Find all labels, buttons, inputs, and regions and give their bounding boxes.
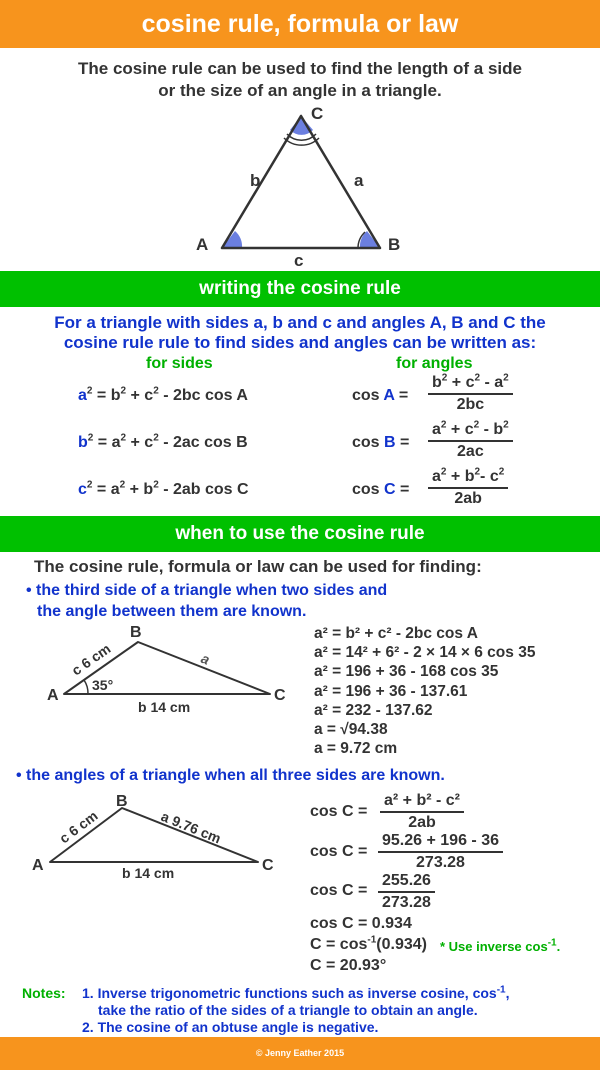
- formula-angle-a-prefix: cos A =: [352, 387, 409, 404]
- ex2-step-3-fraction: $\frac{255.26}{273.28}$: [378, 872, 435, 912]
- intro-text: [0, 58, 600, 102]
- writing-desc-line-2: cosine rule rule to find sides and angles can be written as:: [63, 333, 537, 352]
- fraction-angle-a: $\frac{b^2 + c^2 - a^2}{2bc}$: [428, 374, 513, 414]
- section-bar-writing: [0, 271, 600, 307]
- ex2-step-3-prefix: cos C =: [310, 882, 368, 899]
- ex1-side-c: c 6 cm: [68, 640, 114, 679]
- formula-side-c: $c^2 = a^2 + b^2 - 2ab$ cos C: [78, 479, 249, 498]
- copyright-text: © Jenny Eather 2015: [255, 1048, 345, 1058]
- header-bar: [0, 0, 600, 48]
- ex2-side-c: c 6 cm: [56, 807, 101, 847]
- ex2-step-5-note: * Use inverse $\cos^{-1}$.: [440, 937, 561, 954]
- section-title-writing: writing the cosine rule: [199, 278, 401, 299]
- ex1-vertex-a: A: [47, 687, 59, 704]
- ex1-step: a² = 196 + 36 - 137.61: [314, 682, 468, 700]
- intro-line-1: The cosine rule can be used to find the length of a side: [78, 59, 522, 78]
- ex2-step-6: C = 20.93°: [310, 957, 387, 974]
- side-label-b: b: [250, 171, 261, 190]
- section-bar-when: [0, 516, 600, 552]
- ex1-step: a² = b² + c² - 2bc cos A: [314, 625, 478, 642]
- vertex-label-a: A: [196, 235, 209, 254]
- section-title-when: when to use the cosine rule: [175, 523, 425, 544]
- writing-desc-line-1: For a triangle with sides a, b and c and angles A, B and C the: [54, 313, 546, 332]
- triangle-diagram: [180, 100, 440, 270]
- ex2-side-b: b 14 cm: [122, 865, 175, 881]
- formula-angle-c-prefix: cos C =: [352, 481, 410, 498]
- ex1-step: a² = 196 + 36 - 168 cos 35: [314, 663, 499, 681]
- ex2-step-1-prefix: cos C =: [310, 803, 368, 820]
- side-label-c: c: [294, 251, 304, 270]
- ex2-vertex-c: C: [262, 857, 274, 874]
- ex2-vertex-a: A: [32, 857, 44, 874]
- ex2-vertex-b: B: [116, 793, 128, 810]
- ex2-step-2-fraction: $\frac{95.26 + 196 - 36}{273.28}$: [378, 832, 503, 872]
- note-1-line-2: take the ratio of the sides of a triangle to obtain an angle.: [98, 1002, 478, 1018]
- fraction-angle-b: $\frac{a^2 + c^2 - b^2}{2ac}$: [428, 421, 513, 461]
- ex1-step: a = 9.72 cm: [314, 740, 398, 758]
- writing-description: [0, 313, 600, 353]
- vertex-label-b: B: [388, 235, 401, 254]
- ex2-step-4: cos C = 0.934: [310, 915, 412, 932]
- example-1-steps: [314, 624, 535, 758]
- ex2-step-5: $C = \cos^{-1}(0.934)$: [310, 934, 427, 953]
- column-heading-angles: for angles: [396, 355, 473, 372]
- side-label-a: a: [354, 171, 364, 190]
- notes-label: Notes:: [22, 985, 66, 1001]
- example-2-triangle: [28, 790, 288, 890]
- note-1-line-1: 1. Inverse trigonometric functions such as inverse cosine, $\cos^{-1}$,: [82, 984, 510, 1001]
- vertex-label-c: C: [311, 104, 324, 123]
- ex2-side-a: a 9.76 cm: [158, 807, 224, 847]
- when-lead: The cosine rule, formula or law can be used for finding:: [34, 557, 482, 576]
- bullet-1-line-1: • the third side of a triangle when two sides and: [26, 582, 388, 599]
- notes-body: [82, 985, 510, 1036]
- fraction-angle-c: $\frac{a^2 + b^2- c^2}{2ab}$: [428, 468, 508, 508]
- bullet-1-line-2: the angle between them are known.: [37, 603, 307, 620]
- ex1-vertex-b: B: [130, 624, 142, 641]
- intro-line-2: or the size of an angle in a triangle.: [158, 81, 442, 100]
- footer-bar: [0, 1037, 600, 1070]
- ex2-step-2-prefix: cos C =: [310, 843, 368, 860]
- column-heading-sides: for sides: [146, 355, 213, 372]
- ex1-vertex-c: C: [274, 687, 286, 704]
- formula-angle-b-prefix: cos B =: [352, 434, 410, 451]
- formula-side-a: $a^2 = b^2 + c^2 - 2bc$ cos A: [78, 385, 248, 404]
- bullet-1: [26, 580, 387, 622]
- ex1-step: a = √94.38: [314, 721, 388, 739]
- note-2: 2. The cosine of an obtuse angle is negative.: [82, 1019, 379, 1035]
- ex1-step: a² = 232 - 137.62: [314, 701, 433, 719]
- ex1-side-a: a: [198, 649, 213, 668]
- ex1-angle-label: 35°: [92, 677, 114, 693]
- example-1-triangle: [40, 620, 300, 720]
- page-title: cosine rule, formula or law: [141, 10, 459, 38]
- ex2-step-1-fraction: $\frac{\text{a² + b² - c²}}{2ab}$: [380, 792, 464, 832]
- bullet-2: • the angles of a triangle when all three sides are known.: [16, 767, 445, 784]
- ex1-step: a² = 14² + 6² - 2 × 14 × 6 cos 35: [314, 644, 536, 662]
- formula-side-b: $b^2 = a^2 + c^2 - 2ac$ cos B: [78, 432, 248, 451]
- ex1-side-b: b 14 cm: [138, 699, 191, 715]
